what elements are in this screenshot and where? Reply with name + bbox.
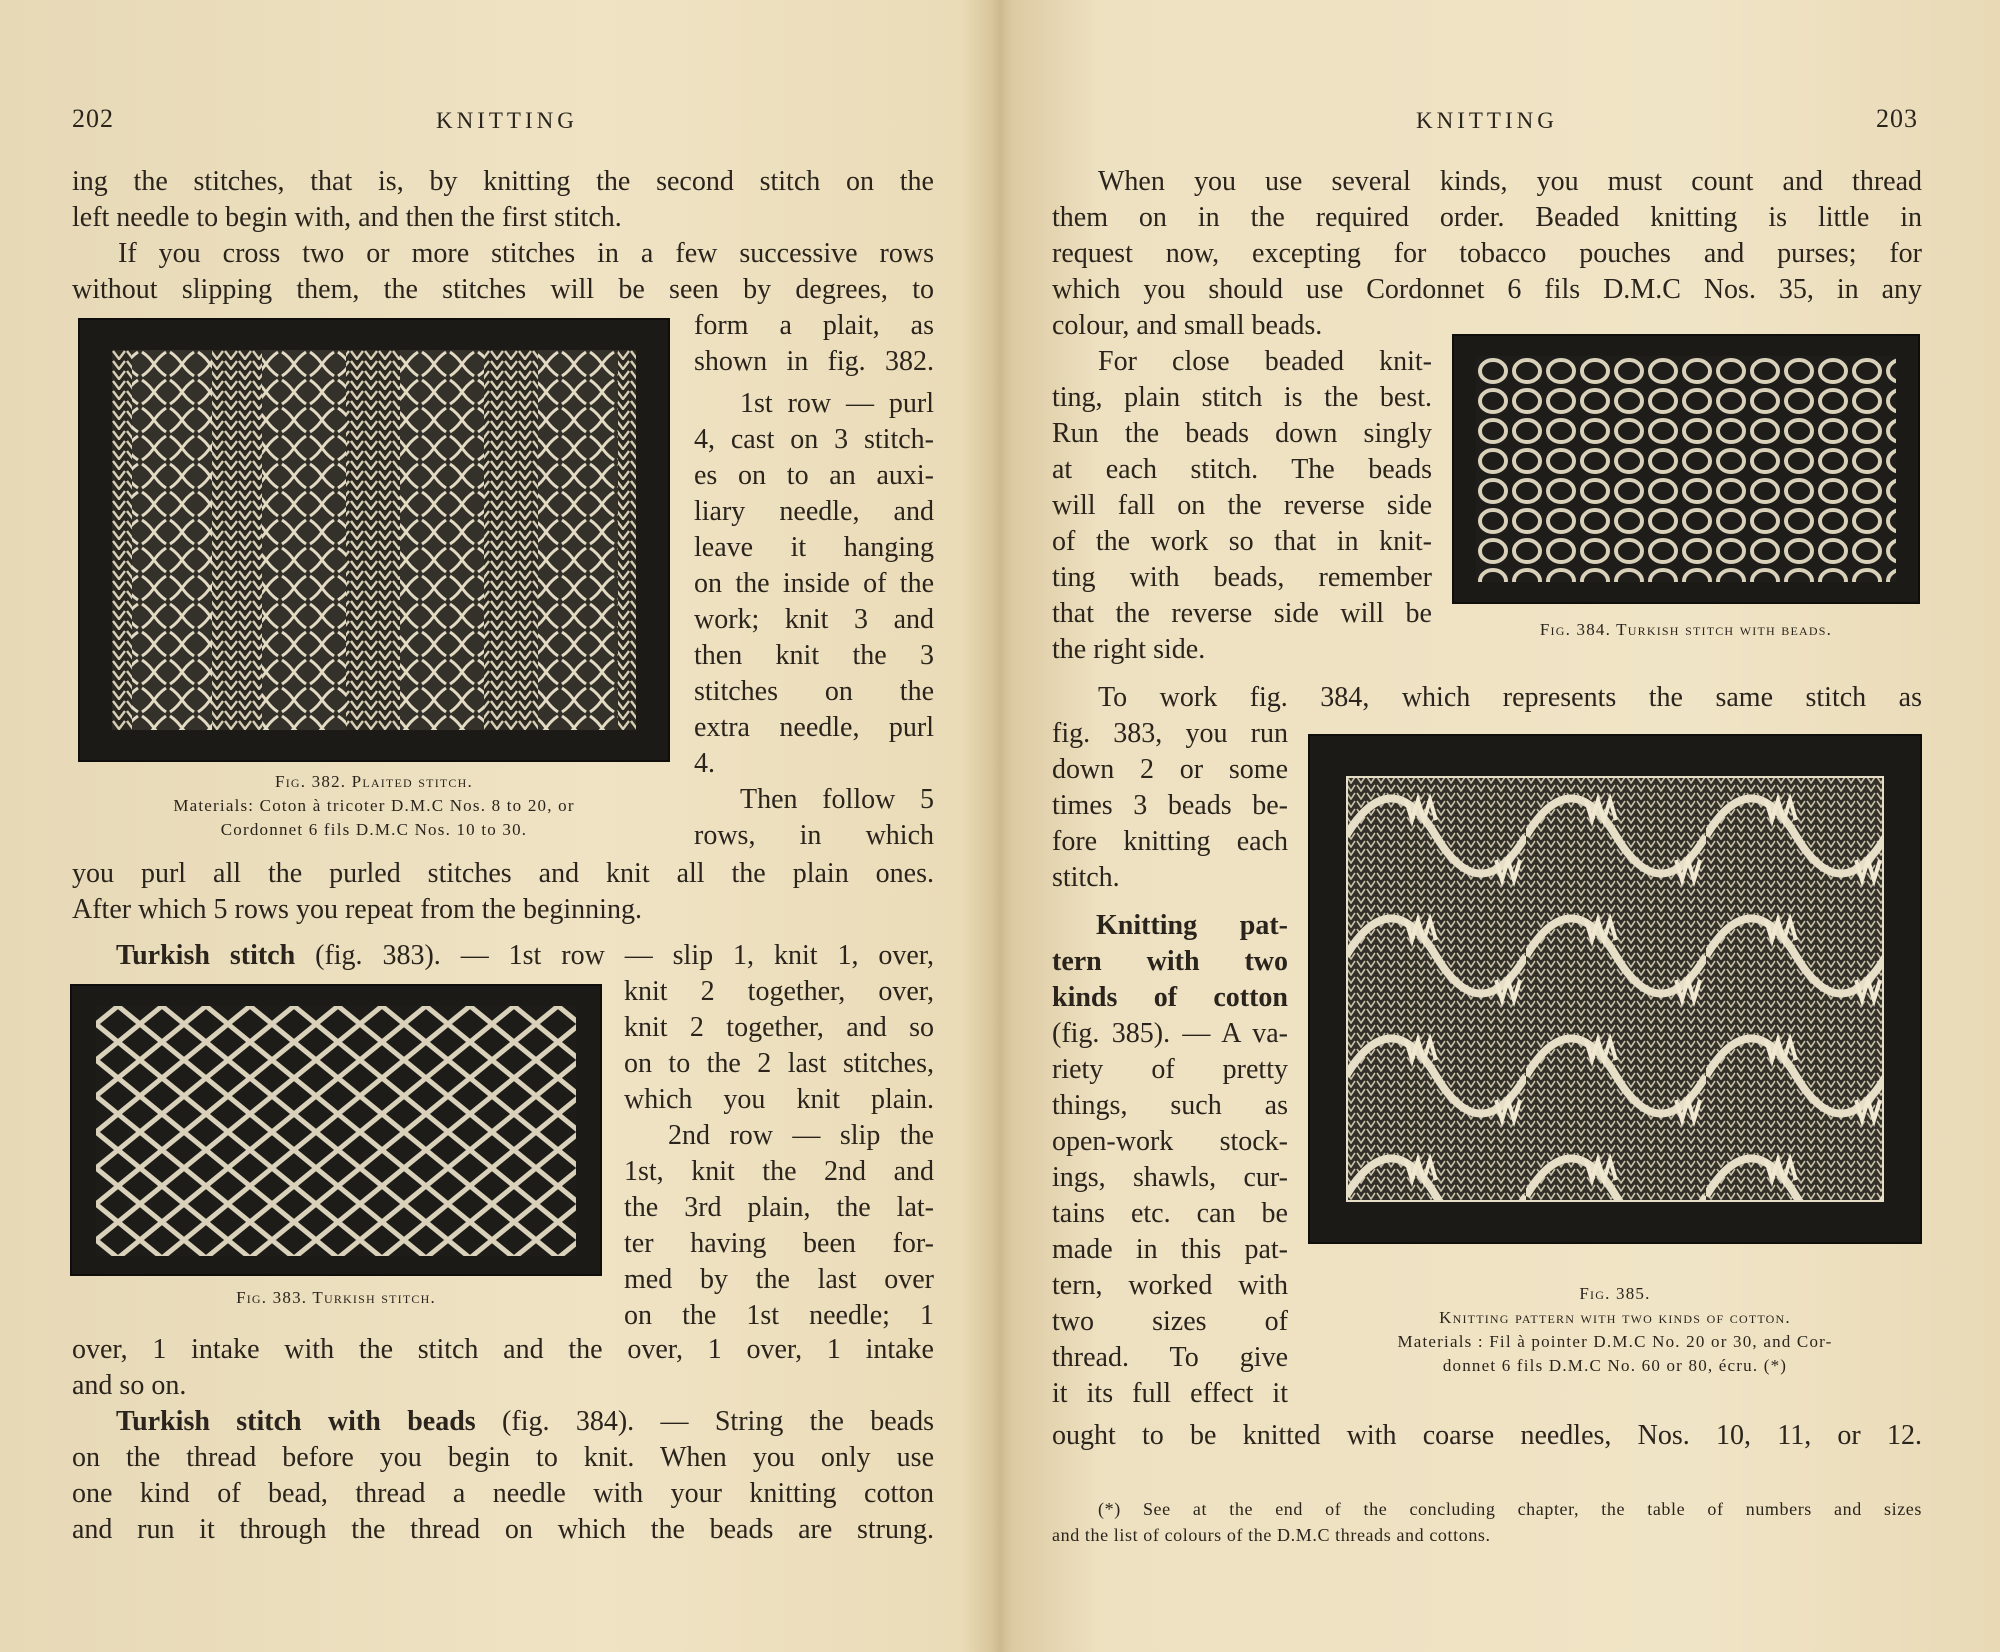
text-line: of the work so that in knit- (1052, 526, 1432, 557)
text-line: ter having been for- (624, 1228, 934, 1259)
text-line: When you use several kinds, you must count and thread (1098, 166, 1922, 197)
text-line: If you cross two or more stitches in a few successive rows (118, 238, 934, 269)
text-line: request now, excepting for tobacco pouches and purses; for (1052, 238, 1922, 269)
text-line: on the 1st needle; 1 (624, 1300, 934, 1331)
text-line: which you should use Cordonnet 6 fils D.M.C Nos. 35, in any (1052, 274, 1922, 305)
text-line: rows, in which (694, 820, 934, 851)
text-line: stitches on the (694, 676, 934, 707)
text-line: you purl all the purled stitches and knit all the plain ones. (72, 858, 934, 889)
beads-paragraph (72, 1440, 934, 1548)
text-line: the 3rd plain, the lat- (624, 1192, 934, 1223)
text-line: over, 1 intake with the stitch and the over, 1 over, 1 intake (72, 1334, 934, 1365)
text-line: ting with beads, remember (1052, 562, 1432, 593)
figure-number: Fig. 385. (1579, 1284, 1651, 1303)
text-line: Then follow 5 (740, 784, 934, 815)
text-line: es on to an auxi- (694, 460, 934, 491)
page-number: 203 (1876, 104, 1918, 133)
text-line: stitch. (1052, 862, 1120, 893)
text-line: 1st row — purl (740, 388, 934, 419)
text-line: To work fig. 384, which represents the same stitch as (1098, 682, 1922, 713)
text-line: fore knitting each (1052, 826, 1288, 857)
text-line: down 2 or some (1052, 754, 1288, 785)
figure-caption: Fig. 382. Plaited stitch. (275, 772, 473, 791)
section-heading: tern with two (1052, 946, 1288, 977)
text-line: on the thread before you begin to knit. When you only use (72, 1442, 934, 1473)
figure-383-caption: Fig. 383. Turkish stitch. (236, 1288, 436, 1307)
section-heading: Knitting pat- (1096, 910, 1288, 941)
text-line: Run the beads down singly (1052, 418, 1432, 449)
figure-383-turkish-stitch (70, 984, 602, 1276)
text-line: at each stitch. The beads (1052, 454, 1432, 485)
running-head: KNITTING (1416, 108, 1558, 133)
section-heading: kinds of cotton (1052, 982, 1288, 1013)
text-line: them on in the required order. Beaded knitting is little in (1052, 202, 1922, 233)
text-line: then knit the 3 (694, 640, 934, 671)
text-line: tern, worked with (1052, 1270, 1288, 1301)
intro-paragraph (72, 164, 934, 308)
section-heading: Turkish stitch with beads (116, 1406, 476, 1437)
text-line: made in this pat- (1052, 1234, 1288, 1265)
page-number: 202 (72, 104, 114, 133)
text-line: left needle to begin with, and then the first stitch. (72, 202, 622, 233)
footnote (1052, 1496, 1922, 1548)
text-line: work; knit 3 and (694, 604, 934, 635)
plait-instructions (694, 308, 934, 854)
text-line: without slipping them, the stitches will be seen by degrees, to (72, 274, 934, 305)
text-line: things, such as (1052, 1090, 1288, 1121)
text-line: After which 5 rows you repeat from the beginning. (72, 894, 642, 925)
text-line: 4, cast on 3 stitch- (694, 424, 934, 455)
pattern-heading (1052, 908, 1288, 1016)
text-line: (fig. 384). — String the beads (475, 1406, 934, 1437)
turkish-stitch-instructions (624, 974, 934, 1334)
text-line: (fig. 385). — A va- (1052, 1018, 1288, 1049)
footnote-line: and the list of colours of the D.M.C threads and cottons. (1052, 1525, 1491, 1545)
text-line: (fig. 383). — 1st row — slip 1, knit 1, over, (295, 940, 935, 971)
text-line: knit 2 together, and so (624, 1012, 934, 1043)
text-line: For close beaded knit- (1098, 346, 1432, 377)
text-line: on the inside of the (694, 568, 934, 599)
figure-384-caption: Fig. 384. Turkish stitch with beads. (1539, 620, 1833, 639)
text-line: one kind of bead, thread a needle with your knitting cotton (72, 1478, 934, 1509)
figure-382-plaited-stitch (78, 318, 670, 762)
text-line: it its full effect it (1052, 1378, 1288, 1409)
text-line: tains etc. can be (1052, 1198, 1288, 1229)
text-line: knit 2 together, over, (624, 976, 934, 1007)
figure-385-knitting-pattern (1308, 734, 1922, 1244)
figure-382-caption (78, 770, 670, 842)
materials-line: Materials: Coton à tricoter D.M.C Nos. 8 to 20, or (173, 796, 575, 815)
text-line: 4. (694, 748, 715, 779)
text-line: extra needle, purl (694, 712, 934, 743)
figure-385-caption (1300, 1282, 1930, 1378)
section-heading: Turkish stitch (116, 940, 296, 971)
text-line: on to the 2 last stitches, (624, 1048, 934, 1079)
beaded-knitting-paragraph (1052, 344, 1432, 668)
turkish-stitch-end (72, 1332, 934, 1404)
text-line: ing the stitches, that is, by knitting the second stitch on the (72, 166, 934, 197)
text-line: fig. 383, you run (1052, 718, 1288, 749)
right-page (1000, 0, 2000, 1652)
pattern-description (1052, 1016, 1288, 1412)
materials-line: donnet 6 fils D.M.C No. 60 or 80, écru. (*) (1442, 1356, 1788, 1375)
text-line: med by the last over (624, 1264, 934, 1295)
text-line: that the reverse side will be (1052, 598, 1432, 629)
turkish-stitch-swatch (96, 1006, 576, 1256)
fig384-instructions (1052, 716, 1288, 896)
text-line: 2nd row — slip the (668, 1120, 934, 1151)
beads-heading-line (116, 1404, 934, 1440)
text-line: liary needle, and (694, 496, 934, 527)
right-intro-paragraph (1052, 164, 1922, 344)
text-line: ought to be knitted with coarse needles, Nos. 10, 11, or 12. (1052, 1420, 1922, 1451)
text-line: leave it hanging (694, 532, 934, 563)
text-line: and so on. (72, 1370, 187, 1401)
text-line: shown in fig. 382. (694, 346, 934, 377)
text-line: riety of pretty (1052, 1054, 1288, 1085)
two-cotton-pattern-swatch (1346, 776, 1884, 1202)
text-line: form a plait, as (694, 310, 934, 341)
running-head: KNITTING (436, 108, 578, 133)
text-line: the right side. (1052, 634, 1206, 665)
materials-line: Materials : Fil à pointer D.M.C No. 20 or 30, and Cor- (1397, 1332, 1833, 1351)
text-line: which you knit plain. (624, 1084, 934, 1115)
text-line: ings, shawls, cur- (1052, 1162, 1288, 1193)
text-line: will fall on the reverse side (1052, 490, 1432, 521)
plaited-stitch-swatch (112, 350, 636, 730)
text-line: 1st, knit the 2nd and (624, 1156, 934, 1187)
turkish-stitch-heading-line (116, 938, 934, 974)
text-line: times 3 beads be- (1052, 790, 1288, 821)
text-line: ting, plain stitch is the best. (1052, 382, 1432, 413)
plait-paragraph-end (72, 856, 934, 928)
text-line: thread. To give (1052, 1342, 1288, 1373)
beaded-stitch-swatch (1476, 356, 1896, 582)
figure-caption: Knitting pattern with two kinds of cotton. (1439, 1308, 1791, 1327)
text-line: and run it through the thread on which the beads are strung. (72, 1514, 934, 1545)
text-line: two sizes of (1052, 1306, 1288, 1337)
figure-384-turkish-stitch-beads (1452, 334, 1920, 604)
materials-line: Cordonnet 6 fils D.M.C Nos. 10 to 30. (220, 820, 528, 839)
text-line: open-work stock- (1052, 1126, 1288, 1157)
text-line: colour, and small beads. (1052, 310, 1323, 341)
footnote-line: (*) See at the end of the concluding chapter, the table of numbers and sizes (1098, 1499, 1922, 1519)
